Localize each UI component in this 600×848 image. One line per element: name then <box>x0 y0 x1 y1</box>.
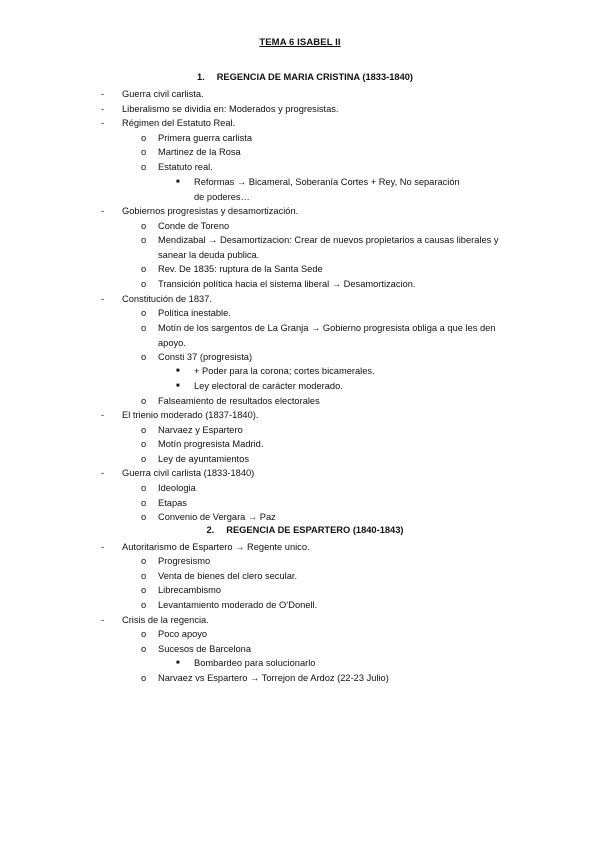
section-number: 2. <box>206 525 215 535</box>
list-item: Bombardeo para solucionarlo <box>194 658 316 668</box>
list-item: Régimen del Estatuto Real. <box>122 118 236 128</box>
dash-marker: - <box>101 118 105 128</box>
list-item: Motín progresista Madrid. <box>158 439 264 449</box>
section-heading-1 <box>0 72 600 82</box>
circle-marker: o <box>141 483 147 493</box>
list-item: Motín de los sargentos de La Granja → Gobierno progresista obliga a que les den apoyo. <box>158 323 496 348</box>
circle-marker: o <box>141 644 147 654</box>
list-item: Crisis de la regencia. <box>122 615 209 625</box>
square-bullet-icon: ■ <box>176 368 180 374</box>
circle-marker: o <box>141 425 147 435</box>
list-item: Reformas → Bicameral, Soberanía Cortes + Rey, No separación de poderes… <box>194 177 460 202</box>
list-item: Gobiernos progresistas y desamortización. <box>122 206 299 216</box>
dash-marker: - <box>101 468 105 478</box>
circle-marker: o <box>141 571 147 581</box>
list-item: Convenio de Vergara → Paz <box>158 512 276 522</box>
list-item: Librecambismo <box>158 585 222 595</box>
list-item: Ley de ayuntamientos <box>158 454 249 464</box>
list-item: Política inestable. <box>158 308 231 318</box>
circle-marker: o <box>141 600 147 610</box>
circle-marker: o <box>141 512 147 522</box>
list-item: Etapas <box>158 498 187 508</box>
section-title: REGENCIA DE ESPARTERO (1840-1843) <box>226 525 404 535</box>
circle-marker: o <box>141 133 147 143</box>
list-item: Guerra civil carlista. <box>122 89 204 99</box>
circle-marker: o <box>141 396 147 406</box>
list-item: Constitución de 1837. <box>122 294 212 304</box>
list-item: Progresismo <box>158 556 211 566</box>
circle-marker: o <box>141 264 147 274</box>
list-item: Poco apoyo <box>158 629 208 639</box>
list-item: Rev. De 1835: ruptura de la Santa Sede <box>158 264 323 274</box>
list-item: Mendizabal → Desamortizacion: Crear de nuevos propietarios a causas liberales y sanear la deuda publica. <box>158 235 499 260</box>
circle-marker: o <box>141 308 147 318</box>
dash-marker: - <box>101 410 105 420</box>
list-item: Martinez de la Rosa <box>158 147 241 157</box>
list-item: Liberalismo se dividia en: Moderados y progresistas. <box>122 104 339 114</box>
circle-marker: o <box>141 235 147 245</box>
circle-marker: o <box>141 147 147 157</box>
circle-marker: o <box>141 585 147 595</box>
circle-marker: o <box>141 439 147 449</box>
list-item: Ley electoral de carácter moderado. <box>194 381 343 391</box>
section-number: 1. <box>196 72 205 82</box>
list-item: Guerra civil carlista (1833-1840) <box>122 468 255 478</box>
circle-marker: o <box>141 629 147 639</box>
square-bullet-icon: ■ <box>176 179 180 185</box>
section-heading-2 <box>0 525 600 535</box>
circle-marker: o <box>141 352 147 362</box>
list-item: El trienio moderado (1837-1840). <box>122 410 259 420</box>
list-item: Ideologia <box>158 483 196 493</box>
circle-marker: o <box>141 279 147 289</box>
document-title: TEMA 6 ISABEL II <box>259 37 341 48</box>
circle-marker: o <box>141 221 147 231</box>
list-item: Transición política hacia el sistema liberal → Desamortizacion. <box>158 279 416 289</box>
square-bullet-icon: ■ <box>176 660 180 666</box>
circle-marker: o <box>141 673 147 683</box>
dash-marker: - <box>101 206 105 216</box>
circle-marker: o <box>141 323 147 333</box>
list-item: Venta de bienes del clero secular. <box>158 571 298 581</box>
dash-marker: - <box>101 89 105 99</box>
circle-marker: o <box>141 498 147 508</box>
dash-marker: - <box>101 542 105 552</box>
square-bullet-icon: ■ <box>176 383 180 389</box>
circle-marker: o <box>141 162 147 172</box>
dash-marker: - <box>101 294 105 304</box>
list-item: Primera guerra carlista <box>158 133 253 143</box>
dash-marker: - <box>101 615 105 625</box>
list-item: Narvaez y Espartero <box>158 425 243 435</box>
list-item: + Poder para la corona; cortes bicamerales. <box>194 366 375 376</box>
list-item: Narvaez vs Espartero → Torrejon de Ardoz (22-23 Julio) <box>158 673 389 683</box>
circle-marker: o <box>141 454 147 464</box>
list-item: Autoritarismo de Espartero → Regente unico. <box>122 542 310 552</box>
list-item: Falseamiento de resultados electorales <box>158 396 320 406</box>
list-item: Consti 37 (progresista) <box>158 352 253 362</box>
list-item: Levantamiento moderado de O’Donell. <box>158 600 318 610</box>
circle-marker: o <box>141 556 147 566</box>
list-item: Sucesos de Barcelona <box>158 644 252 654</box>
dash-marker: - <box>101 104 105 114</box>
list-item: Estatuto real. <box>158 162 213 172</box>
section-title: REGENCIA DE MARIA CRISTINA (1833-1840) <box>216 72 414 82</box>
list-item: Conde de Toreno <box>158 221 230 231</box>
